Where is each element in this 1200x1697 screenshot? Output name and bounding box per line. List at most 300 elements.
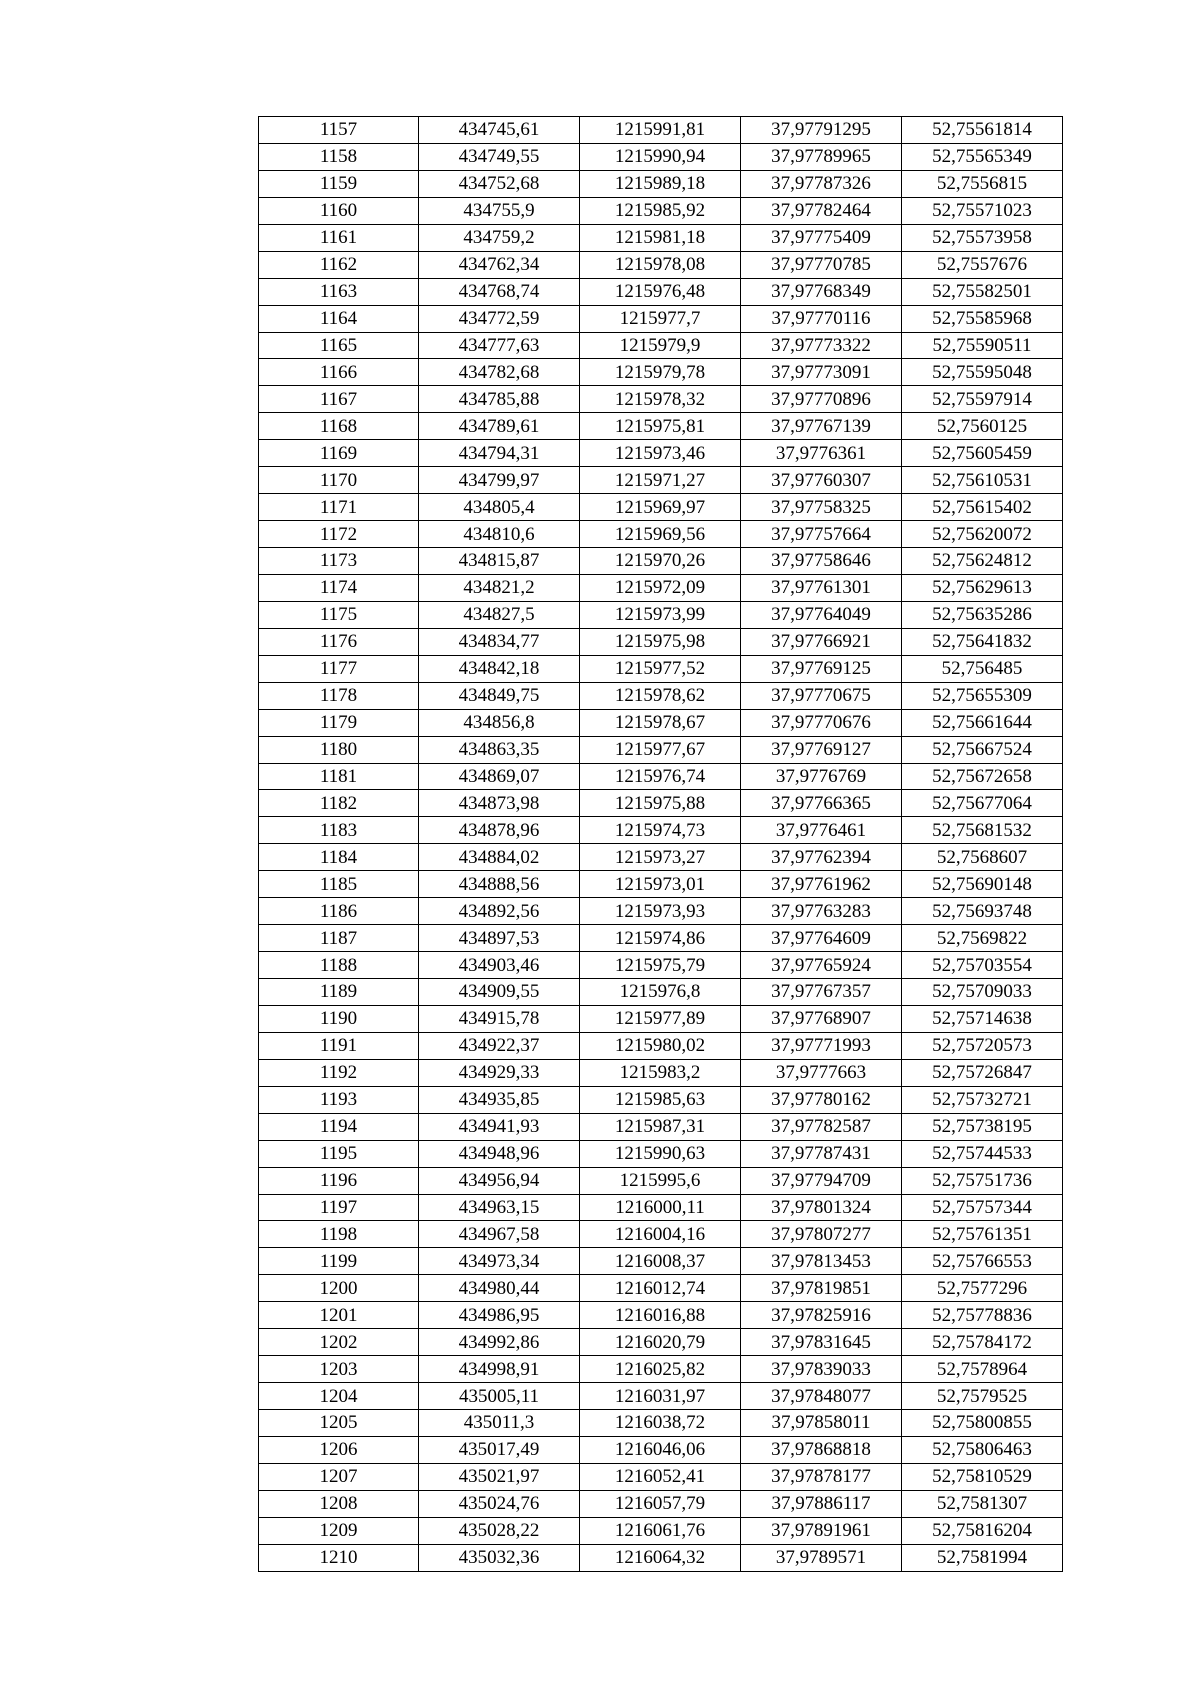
- x-coordinate-cell: 434892,56: [419, 898, 580, 925]
- x-coordinate-cell: 434749,55: [419, 143, 580, 170]
- x-coordinate-cell: 434884,02: [419, 844, 580, 871]
- latitude-cell: 52,7557676: [902, 251, 1063, 278]
- point-number-cell: 1181: [259, 763, 419, 790]
- table-row: [259, 332, 1063, 359]
- latitude-cell: 52,7556815: [902, 170, 1063, 197]
- x-coordinate-cell: 434789,61: [419, 413, 580, 440]
- longitude-cell: 37,97807277: [741, 1221, 902, 1248]
- latitude-cell: 52,75620072: [902, 521, 1063, 548]
- latitude-cell: 52,7581994: [902, 1544, 1063, 1571]
- y-coordinate-cell: 1215976,74: [580, 763, 741, 790]
- table-row: [259, 1248, 1063, 1275]
- x-coordinate-cell: 434794,31: [419, 440, 580, 467]
- point-number-cell: 1191: [259, 1032, 419, 1059]
- x-coordinate-cell: 434772,59: [419, 305, 580, 332]
- longitude-cell: 37,97787431: [741, 1140, 902, 1167]
- latitude-cell: 52,75672658: [902, 763, 1063, 790]
- longitude-cell: 37,97765924: [741, 952, 902, 979]
- y-coordinate-cell: 1216008,37: [580, 1248, 741, 1275]
- latitude-cell: 52,75738195: [902, 1113, 1063, 1140]
- latitude-cell: 52,75582501: [902, 278, 1063, 305]
- x-coordinate-cell: 435024,76: [419, 1490, 580, 1517]
- point-number-cell: 1196: [259, 1167, 419, 1194]
- x-coordinate-cell: 434992,86: [419, 1329, 580, 1356]
- point-number-cell: 1203: [259, 1356, 419, 1383]
- y-coordinate-cell: 1215977,7: [580, 305, 741, 332]
- table-row: [259, 574, 1063, 601]
- longitude-cell: 37,97762394: [741, 844, 902, 871]
- y-coordinate-cell: 1215977,89: [580, 1005, 741, 1032]
- table-row: [259, 682, 1063, 709]
- table-row: [259, 1356, 1063, 1383]
- y-coordinate-cell: 1216064,32: [580, 1544, 741, 1571]
- coordinates-table-body: [259, 117, 1063, 1572]
- x-coordinate-cell: 435021,97: [419, 1463, 580, 1490]
- x-coordinate-cell: 434929,33: [419, 1059, 580, 1086]
- longitude-cell: 37,9776461: [741, 817, 902, 844]
- x-coordinate-cell: 434973,34: [419, 1248, 580, 1275]
- x-coordinate-cell: 434745,61: [419, 117, 580, 144]
- y-coordinate-cell: 1215973,99: [580, 601, 741, 628]
- point-number-cell: 1166: [259, 359, 419, 386]
- table-row: [259, 1059, 1063, 1086]
- y-coordinate-cell: 1216020,79: [580, 1329, 741, 1356]
- table-row: [259, 952, 1063, 979]
- latitude-cell: 52,75693748: [902, 898, 1063, 925]
- latitude-cell: 52,75751736: [902, 1167, 1063, 1194]
- latitude-cell: 52,75590511: [902, 332, 1063, 359]
- table-row: [259, 1113, 1063, 1140]
- latitude-cell: 52,7577296: [902, 1275, 1063, 1302]
- y-coordinate-cell: 1215970,26: [580, 548, 741, 575]
- point-number-cell: 1205: [259, 1410, 419, 1437]
- table-row: [259, 1167, 1063, 1194]
- y-coordinate-cell: 1216038,72: [580, 1410, 741, 1437]
- x-coordinate-cell: 434762,34: [419, 251, 580, 278]
- point-number-cell: 1160: [259, 197, 419, 224]
- table-row: [259, 251, 1063, 278]
- y-coordinate-cell: 1216031,97: [580, 1383, 741, 1410]
- y-coordinate-cell: 1216004,16: [580, 1221, 741, 1248]
- point-number-cell: 1164: [259, 305, 419, 332]
- latitude-cell: 52,75624812: [902, 548, 1063, 575]
- table-row: [259, 278, 1063, 305]
- longitude-cell: 37,9776769: [741, 763, 902, 790]
- y-coordinate-cell: 1216012,74: [580, 1275, 741, 1302]
- point-number-cell: 1190: [259, 1005, 419, 1032]
- table-row: [259, 1436, 1063, 1463]
- longitude-cell: 37,97766365: [741, 790, 902, 817]
- point-number-cell: 1199: [259, 1248, 419, 1275]
- longitude-cell: 37,97782587: [741, 1113, 902, 1140]
- longitude-cell: 37,97782464: [741, 197, 902, 224]
- point-number-cell: 1209: [259, 1517, 419, 1544]
- x-coordinate-cell: 434759,2: [419, 224, 580, 251]
- longitude-cell: 37,97757664: [741, 521, 902, 548]
- point-number-cell: 1182: [259, 790, 419, 817]
- y-coordinate-cell: 1215974,73: [580, 817, 741, 844]
- y-coordinate-cell: 1215990,94: [580, 143, 741, 170]
- point-number-cell: 1174: [259, 574, 419, 601]
- point-number-cell: 1163: [259, 278, 419, 305]
- y-coordinate-cell: 1216025,82: [580, 1356, 741, 1383]
- y-coordinate-cell: 1215991,81: [580, 117, 741, 144]
- point-number-cell: 1180: [259, 736, 419, 763]
- y-coordinate-cell: 1215976,48: [580, 278, 741, 305]
- latitude-cell: 52,75720573: [902, 1032, 1063, 1059]
- x-coordinate-cell: 434956,94: [419, 1167, 580, 1194]
- point-number-cell: 1185: [259, 871, 419, 898]
- table-row: [259, 844, 1063, 871]
- table-row: [259, 790, 1063, 817]
- y-coordinate-cell: 1215971,27: [580, 467, 741, 494]
- latitude-cell: 52,75655309: [902, 682, 1063, 709]
- table-row: [259, 817, 1063, 844]
- latitude-cell: 52,75784172: [902, 1329, 1063, 1356]
- point-number-cell: 1208: [259, 1490, 419, 1517]
- table-row: [259, 1329, 1063, 1356]
- point-number-cell: 1194: [259, 1113, 419, 1140]
- point-number-cell: 1171: [259, 494, 419, 521]
- longitude-cell: 37,97767139: [741, 413, 902, 440]
- longitude-cell: 37,97848077: [741, 1383, 902, 1410]
- longitude-cell: 37,97761301: [741, 574, 902, 601]
- latitude-cell: 52,756485: [902, 655, 1063, 682]
- x-coordinate-cell: 434967,58: [419, 1221, 580, 1248]
- x-coordinate-cell: 434863,35: [419, 736, 580, 763]
- latitude-cell: 52,7581307: [902, 1490, 1063, 1517]
- latitude-cell: 52,75597914: [902, 386, 1063, 413]
- x-coordinate-cell: 434909,55: [419, 979, 580, 1006]
- x-coordinate-cell: 434810,6: [419, 521, 580, 548]
- y-coordinate-cell: 1215985,92: [580, 197, 741, 224]
- y-coordinate-cell: 1215985,63: [580, 1086, 741, 1113]
- y-coordinate-cell: 1215973,27: [580, 844, 741, 871]
- y-coordinate-cell: 1215995,6: [580, 1167, 741, 1194]
- table-row: [259, 1517, 1063, 1544]
- latitude-cell: 52,75571023: [902, 197, 1063, 224]
- latitude-cell: 52,75766553: [902, 1248, 1063, 1275]
- latitude-cell: 52,75800855: [902, 1410, 1063, 1437]
- x-coordinate-cell: 434948,96: [419, 1140, 580, 1167]
- x-coordinate-cell: 434821,2: [419, 574, 580, 601]
- table-row: [259, 1086, 1063, 1113]
- latitude-cell: 52,75677064: [902, 790, 1063, 817]
- x-coordinate-cell: 434986,95: [419, 1302, 580, 1329]
- x-coordinate-cell: 434834,77: [419, 628, 580, 655]
- longitude-cell: 37,97770785: [741, 251, 902, 278]
- point-number-cell: 1188: [259, 952, 419, 979]
- longitude-cell: 37,9776361: [741, 440, 902, 467]
- x-coordinate-cell: 434782,68: [419, 359, 580, 386]
- y-coordinate-cell: 1216016,88: [580, 1302, 741, 1329]
- x-coordinate-cell: 434869,07: [419, 763, 580, 790]
- table-row: [259, 763, 1063, 790]
- table-row: [259, 1221, 1063, 1248]
- y-coordinate-cell: 1216000,11: [580, 1194, 741, 1221]
- table-row: [259, 521, 1063, 548]
- point-number-cell: 1157: [259, 117, 419, 144]
- table-row: [259, 224, 1063, 251]
- coordinates-table: [258, 116, 1063, 1572]
- point-number-cell: 1206: [259, 1436, 419, 1463]
- point-number-cell: 1198: [259, 1221, 419, 1248]
- longitude-cell: 37,97770676: [741, 709, 902, 736]
- y-coordinate-cell: 1215978,08: [580, 251, 741, 278]
- table-row: [259, 1490, 1063, 1517]
- longitude-cell: 37,97769125: [741, 655, 902, 682]
- longitude-cell: 37,97763283: [741, 898, 902, 925]
- y-coordinate-cell: 1215976,8: [580, 979, 741, 1006]
- longitude-cell: 37,97766921: [741, 628, 902, 655]
- point-number-cell: 1200: [259, 1275, 419, 1302]
- table-row: [259, 1140, 1063, 1167]
- longitude-cell: 37,97801324: [741, 1194, 902, 1221]
- longitude-cell: 37,97761962: [741, 871, 902, 898]
- longitude-cell: 37,97768907: [741, 1005, 902, 1032]
- table-row: [259, 197, 1063, 224]
- point-number-cell: 1210: [259, 1544, 419, 1571]
- table-row: [259, 440, 1063, 467]
- longitude-cell: 37,97839033: [741, 1356, 902, 1383]
- y-coordinate-cell: 1215983,2: [580, 1059, 741, 1086]
- point-number-cell: 1193: [259, 1086, 419, 1113]
- longitude-cell: 37,97819851: [741, 1275, 902, 1302]
- point-number-cell: 1161: [259, 224, 419, 251]
- table-row: [259, 1383, 1063, 1410]
- table-row: [259, 117, 1063, 144]
- latitude-cell: 52,75761351: [902, 1221, 1063, 1248]
- longitude-cell: 37,97787326: [741, 170, 902, 197]
- x-coordinate-cell: 434849,75: [419, 682, 580, 709]
- latitude-cell: 52,75703554: [902, 952, 1063, 979]
- y-coordinate-cell: 1215978,32: [580, 386, 741, 413]
- table-row: [259, 413, 1063, 440]
- x-coordinate-cell: 434963,15: [419, 1194, 580, 1221]
- table-row: [259, 1005, 1063, 1032]
- latitude-cell: 52,75726847: [902, 1059, 1063, 1086]
- latitude-cell: 52,7569822: [902, 925, 1063, 952]
- table-row: [259, 898, 1063, 925]
- x-coordinate-cell: 434998,91: [419, 1356, 580, 1383]
- longitude-cell: 37,97813453: [741, 1248, 902, 1275]
- y-coordinate-cell: 1215969,56: [580, 521, 741, 548]
- longitude-cell: 37,97775409: [741, 224, 902, 251]
- longitude-cell: 37,97764049: [741, 601, 902, 628]
- table-row: [259, 871, 1063, 898]
- x-coordinate-cell: 435017,49: [419, 1436, 580, 1463]
- point-number-cell: 1172: [259, 521, 419, 548]
- point-number-cell: 1192: [259, 1059, 419, 1086]
- y-coordinate-cell: 1215977,67: [580, 736, 741, 763]
- point-number-cell: 1197: [259, 1194, 419, 1221]
- latitude-cell: 52,75661644: [902, 709, 1063, 736]
- table-row: [259, 359, 1063, 386]
- y-coordinate-cell: 1215973,01: [580, 871, 741, 898]
- latitude-cell: 52,7578964: [902, 1356, 1063, 1383]
- x-coordinate-cell: 434878,96: [419, 817, 580, 844]
- y-coordinate-cell: 1216061,76: [580, 1517, 741, 1544]
- latitude-cell: 52,75810529: [902, 1463, 1063, 1490]
- point-number-cell: 1162: [259, 251, 419, 278]
- point-number-cell: 1186: [259, 898, 419, 925]
- y-coordinate-cell: 1215980,02: [580, 1032, 741, 1059]
- longitude-cell: 37,97773322: [741, 332, 902, 359]
- y-coordinate-cell: 1216046,06: [580, 1436, 741, 1463]
- y-coordinate-cell: 1215987,31: [580, 1113, 741, 1140]
- latitude-cell: 52,75681532: [902, 817, 1063, 844]
- latitude-cell: 52,75573958: [902, 224, 1063, 251]
- point-number-cell: 1195: [259, 1140, 419, 1167]
- longitude-cell: 37,97770675: [741, 682, 902, 709]
- longitude-cell: 37,97780162: [741, 1086, 902, 1113]
- y-coordinate-cell: 1215975,98: [580, 628, 741, 655]
- x-coordinate-cell: 434827,5: [419, 601, 580, 628]
- x-coordinate-cell: 434980,44: [419, 1275, 580, 1302]
- x-coordinate-cell: 434888,56: [419, 871, 580, 898]
- point-number-cell: 1167: [259, 386, 419, 413]
- longitude-cell: 37,97825916: [741, 1302, 902, 1329]
- y-coordinate-cell: 1215977,52: [580, 655, 741, 682]
- point-number-cell: 1189: [259, 979, 419, 1006]
- y-coordinate-cell: 1215989,18: [580, 170, 741, 197]
- x-coordinate-cell: 435005,11: [419, 1383, 580, 1410]
- latitude-cell: 52,75778836: [902, 1302, 1063, 1329]
- y-coordinate-cell: 1215975,81: [580, 413, 741, 440]
- table-row: [259, 655, 1063, 682]
- longitude-cell: 37,97758325: [741, 494, 902, 521]
- y-coordinate-cell: 1215973,93: [580, 898, 741, 925]
- latitude-cell: 52,75641832: [902, 628, 1063, 655]
- table-row: [259, 170, 1063, 197]
- latitude-cell: 52,75757344: [902, 1194, 1063, 1221]
- point-number-cell: 1159: [259, 170, 419, 197]
- longitude-cell: 37,97771993: [741, 1032, 902, 1059]
- point-number-cell: 1169: [259, 440, 419, 467]
- y-coordinate-cell: 1215974,86: [580, 925, 741, 952]
- longitude-cell: 37,97891961: [741, 1517, 902, 1544]
- point-number-cell: 1177: [259, 655, 419, 682]
- y-coordinate-cell: 1215978,67: [580, 709, 741, 736]
- x-coordinate-cell: 434873,98: [419, 790, 580, 817]
- latitude-cell: 52,75635286: [902, 601, 1063, 628]
- latitude-cell: 52,75732721: [902, 1086, 1063, 1113]
- latitude-cell: 52,7560125: [902, 413, 1063, 440]
- longitude-cell: 37,97760307: [741, 467, 902, 494]
- x-coordinate-cell: 434805,4: [419, 494, 580, 521]
- latitude-cell: 52,75714638: [902, 1005, 1063, 1032]
- longitude-cell: 37,97770116: [741, 305, 902, 332]
- table-row: [259, 1410, 1063, 1437]
- point-number-cell: 1165: [259, 332, 419, 359]
- point-number-cell: 1183: [259, 817, 419, 844]
- x-coordinate-cell: 435011,3: [419, 1410, 580, 1437]
- table-row: [259, 494, 1063, 521]
- table-row: [259, 143, 1063, 170]
- y-coordinate-cell: 1215975,88: [580, 790, 741, 817]
- x-coordinate-cell: 434915,78: [419, 1005, 580, 1032]
- point-number-cell: 1201: [259, 1302, 419, 1329]
- x-coordinate-cell: 435032,36: [419, 1544, 580, 1571]
- y-coordinate-cell: 1215972,09: [580, 574, 741, 601]
- x-coordinate-cell: 434842,18: [419, 655, 580, 682]
- y-coordinate-cell: 1215981,18: [580, 224, 741, 251]
- latitude-cell: 52,75605459: [902, 440, 1063, 467]
- x-coordinate-cell: 434768,74: [419, 278, 580, 305]
- point-number-cell: 1178: [259, 682, 419, 709]
- x-coordinate-cell: 434935,85: [419, 1086, 580, 1113]
- longitude-cell: 37,9777663: [741, 1059, 902, 1086]
- x-coordinate-cell: 434785,88: [419, 386, 580, 413]
- table-row: [259, 709, 1063, 736]
- y-coordinate-cell: 1215979,78: [580, 359, 741, 386]
- latitude-cell: 52,75629613: [902, 574, 1063, 601]
- point-number-cell: 1184: [259, 844, 419, 871]
- table-row: [259, 736, 1063, 763]
- table-row: [259, 386, 1063, 413]
- latitude-cell: 52,75565349: [902, 143, 1063, 170]
- point-number-cell: 1158: [259, 143, 419, 170]
- longitude-cell: 37,97794709: [741, 1167, 902, 1194]
- y-coordinate-cell: 1215979,9: [580, 332, 741, 359]
- longitude-cell: 37,97769127: [741, 736, 902, 763]
- point-number-cell: 1175: [259, 601, 419, 628]
- table-row: [259, 1275, 1063, 1302]
- point-number-cell: 1204: [259, 1383, 419, 1410]
- latitude-cell: 52,75610531: [902, 467, 1063, 494]
- latitude-cell: 52,75709033: [902, 979, 1063, 1006]
- longitude-cell: 37,97886117: [741, 1490, 902, 1517]
- y-coordinate-cell: 1215978,62: [580, 682, 741, 709]
- y-coordinate-cell: 1215975,79: [580, 952, 741, 979]
- point-number-cell: 1202: [259, 1329, 419, 1356]
- point-number-cell: 1187: [259, 925, 419, 952]
- x-coordinate-cell: 434799,97: [419, 467, 580, 494]
- point-number-cell: 1176: [259, 628, 419, 655]
- table-row: [259, 548, 1063, 575]
- table-row: [259, 628, 1063, 655]
- table-row: [259, 925, 1063, 952]
- y-coordinate-cell: 1216052,41: [580, 1463, 741, 1490]
- latitude-cell: 52,75690148: [902, 871, 1063, 898]
- table-row: [259, 1302, 1063, 1329]
- longitude-cell: 37,97767357: [741, 979, 902, 1006]
- point-number-cell: 1170: [259, 467, 419, 494]
- point-number-cell: 1179: [259, 709, 419, 736]
- x-coordinate-cell: 435028,22: [419, 1517, 580, 1544]
- longitude-cell: 37,97878177: [741, 1463, 902, 1490]
- table-row: [259, 467, 1063, 494]
- longitude-cell: 37,97768349: [741, 278, 902, 305]
- table-row: [259, 305, 1063, 332]
- latitude-cell: 52,7579525: [902, 1383, 1063, 1410]
- latitude-cell: 52,75667524: [902, 736, 1063, 763]
- latitude-cell: 52,75561814: [902, 117, 1063, 144]
- x-coordinate-cell: 434922,37: [419, 1032, 580, 1059]
- latitude-cell: 52,75585968: [902, 305, 1063, 332]
- latitude-cell: 52,75806463: [902, 1436, 1063, 1463]
- table-row: [259, 1463, 1063, 1490]
- longitude-cell: 37,97868818: [741, 1436, 902, 1463]
- longitude-cell: 37,97770896: [741, 386, 902, 413]
- x-coordinate-cell: 434755,9: [419, 197, 580, 224]
- point-number-cell: 1173: [259, 548, 419, 575]
- x-coordinate-cell: 434856,8: [419, 709, 580, 736]
- longitude-cell: 37,97789965: [741, 143, 902, 170]
- point-number-cell: 1207: [259, 1463, 419, 1490]
- longitude-cell: 37,97831645: [741, 1329, 902, 1356]
- latitude-cell: 52,75615402: [902, 494, 1063, 521]
